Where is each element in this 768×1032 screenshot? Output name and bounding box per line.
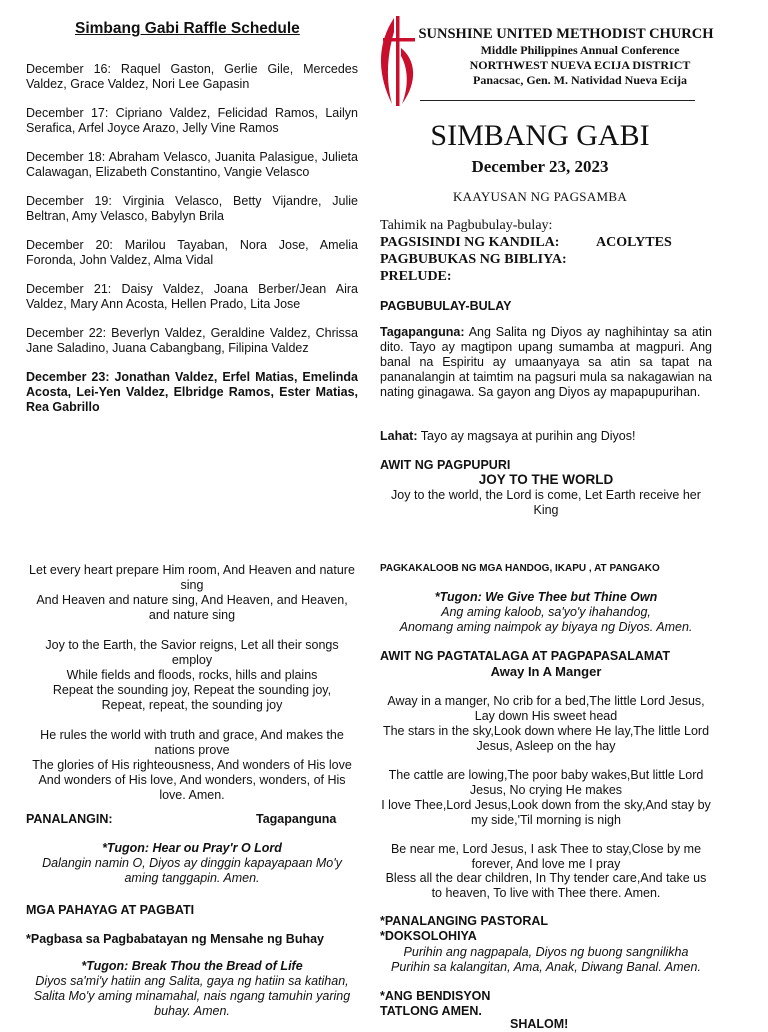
prayer-label: PANALANGIN: bbox=[26, 812, 113, 826]
pastoral-prayer-heading: *PANALANGING PASTORAL bbox=[380, 914, 549, 928]
response3-title: *Tugon: We Give Thee but Thine Own bbox=[434, 590, 658, 604]
all-text: Tayo ay magsaya at purihin ang Diyos! bbox=[420, 429, 636, 443]
service-title: SIMBANG GABI bbox=[430, 119, 650, 152]
conference-name: Middle Philippines Annual Conference bbox=[480, 43, 680, 57]
hymn1-verse-block bbox=[26, 563, 358, 803]
hymn1-line: Joy to the Earth, the Savior reigns, Let all their songs employ bbox=[45, 638, 339, 667]
bible-opening-label: PAGBUBUKAS NG BIBLIYA: bbox=[380, 252, 567, 267]
doxology-heading: *DOKSOLOHIYA bbox=[380, 929, 477, 943]
shalom-closing: SHALOM! bbox=[510, 1017, 569, 1031]
raffle-entry-dec18: December 18: Abraham Velasco, Juanita Palasigue, Julieta Calawagan, Elizabeth Constantino, Vangie Velasco bbox=[26, 150, 358, 179]
hymn2-verse3b: Bless all the dear children, In Thy tender care,And take us to heaven, To live with Thee there. Amen. bbox=[385, 871, 707, 900]
prayer-leader: Tagapanguna bbox=[256, 812, 337, 826]
raffle-entry-dec17: December 17: Cipriano Valdez, Felicidad Ramos, Lailyn Serafica, Arfel Joyce Arazo, Jelly Vine Ramos bbox=[26, 106, 358, 135]
leader-label: Tagapanguna: bbox=[380, 325, 465, 339]
church-name: SUNSHINE UNITED METHODIST CHURCH bbox=[418, 26, 714, 42]
district-name: NORTHWEST NUEVA ECIJA DISTRICT bbox=[469, 58, 691, 72]
response1-text: Dalangin namin O, Diyos ay dinggin kapayapaan Mo'y aming tanggapin. Amen. bbox=[42, 856, 342, 885]
doxology-line2: Purihin sa kalangitan, Ama, Anak, Diwang Banal. Amen. bbox=[391, 960, 701, 974]
response2-text: Diyos sa'mi'y hatiin ang Salita, gaya ng hatiin sa katihan, Salita Mo'y aming minamahal, nais ngang tamuhin yaring buhay. Amen. bbox=[33, 974, 351, 1018]
leader-call bbox=[380, 325, 712, 400]
hymn1-line: Let every heart prepare Him room, And Heaven and nature sing bbox=[29, 563, 355, 592]
hymn2-verse1b: The stars in the sky,Look down where He lay,The little Lord Jesus, Asleep on the hay bbox=[382, 724, 710, 753]
hymn2-verse2b: I love Thee,Lord Jesus,Look down from the sky,And stay by my side,'Til morning is nigh bbox=[381, 798, 711, 827]
reading-heading: *Pagbasa sa Pagbabatayan ng Mensahe ng Buhay bbox=[26, 932, 325, 946]
all-label: Lahat: bbox=[380, 429, 418, 443]
praise-heading: AWIT NG PAGPUPURI bbox=[380, 458, 511, 472]
raffle-title: Simbang Gabi Raffle Schedule bbox=[75, 20, 300, 37]
candle-lighting-label: PAGSISINDI NG KANDILA: bbox=[380, 235, 560, 250]
hymn2-title: Away In A Manger bbox=[490, 664, 602, 679]
meditation-heading: PAGBUBULAY-BULAY bbox=[380, 299, 512, 313]
quiet-meditation: Tahimik na Pagbubulay-bulay: bbox=[380, 218, 553, 233]
all-response bbox=[380, 429, 712, 444]
response3-line1: Ang aming kaloob, sa'yo'y ihahandog, bbox=[441, 605, 651, 619]
hymn1-line: Repeat the sounding joy, Repeat the sounding joy, bbox=[52, 683, 332, 697]
offering-heading: PAGKAKALOOB NG MGA HANDOG, IKAPU , AT PANGAKO bbox=[380, 563, 660, 574]
response3-line2: Anomang aming naimpok ay biyaya ng Diyos. Amen. bbox=[399, 620, 693, 634]
raffle-entry-dec19: December 19: Virginia Velasco, Betty Vijandre, Julie Beltran, Amy Velasco, Babylyn Brila bbox=[26, 194, 358, 223]
hymn1-title: JOY TO THE WORLD bbox=[478, 472, 614, 487]
cross-and-flame-icon bbox=[376, 12, 420, 108]
three-amen-heading: TATLONG AMEN. bbox=[380, 1004, 482, 1018]
response2-title: *Tugon: Break Thou the Bread of Life bbox=[81, 959, 303, 973]
raffle-entry-dec22: December 22: Beverlyn Valdez, Geraldine Valdez, Chrissa Jane Saladino, Juana Cabangbang, Filipina Valdez bbox=[26, 326, 358, 355]
leader-text: Ang Salita ng Diyos ay naghihintay sa atin dito. Tayo ay magtipon upang sumamba at magpuri. Ang banal na Espiritu ay umaanyaya sa atin sa tapat na pananalangin at taimtim na pagsuri mula sa nakagawian na nating ginagawa. Sa gayon ang Diyos ay mapapupurihan. bbox=[380, 325, 712, 399]
benediction-heading: *ANG BENDISYON bbox=[380, 989, 491, 1003]
announcements-heading: MGA PAHAYAG AT PAGBATI bbox=[26, 903, 195, 917]
hymn1-first-line: Joy to the world, the Lord is come, Let Earth receive her King bbox=[391, 488, 701, 517]
hymn2-verse3a: Be near me, Lord Jesus, I ask Thee to stay,Close by me forever, And love me I pray bbox=[390, 842, 702, 871]
raffle-entry-dec16: December 16: Raquel Gaston, Gerlie Gile, Mercedes Valdez, Grace Valdez, Nori Lee Gapasin bbox=[26, 62, 358, 91]
hymn1-line: The glories of His righteousness, And wonders of His love bbox=[32, 758, 352, 772]
service-date: December 23, 2023 bbox=[471, 157, 609, 176]
church-address: Panacsac, Gen. M. Natividad Nueva Ecija bbox=[473, 73, 687, 87]
raffle-entry-dec23: December 23: Jonathan Valdez, Erfel Matias, Emelinda Acosta, Lei-Yen Valdez, Elbridge Ramos, Ester Matias, Rea Gabrillo bbox=[26, 370, 358, 414]
hymn1-line: Repeat, repeat, the sounding joy bbox=[101, 698, 283, 712]
hymn2-verse2a: The cattle are lowing,The poor baby wakes,But little Lord Jesus, No crying He makes bbox=[388, 768, 704, 797]
doxology-line1: Purihin ang nagpapala, Diyos ng buong sangnilikha bbox=[403, 945, 689, 959]
order-of-worship-title: KAAYUSAN NG PAGSAMBA bbox=[452, 189, 628, 204]
raffle-entry-dec20: December 20: Marilou Tayaban, Nora Jose, Amelia Foronda, John Valdez, Alma Vidal bbox=[26, 238, 358, 267]
hymn1-line: And Heaven and nature sing, And Heaven, and Heaven, and nature sing bbox=[36, 593, 348, 622]
candle-lighting-by: ACOLYTES bbox=[596, 235, 672, 250]
dedication-heading: AWIT NG PAGTATALAGA AT PAGPAPASALAMAT bbox=[380, 649, 671, 663]
hymn1-line: And wonders of His love, And wonders, wonders, of His love. Amen. bbox=[38, 773, 346, 802]
hymn2-verse1a: Away in a manger, No crib for a bed,The little Lord Jesus, Lay down His sweet head bbox=[387, 694, 705, 723]
hymn1-line: While fields and floods, rocks, hills and plains bbox=[66, 668, 318, 682]
prelude-label: PRELUDE: bbox=[380, 269, 452, 284]
response1-title: *Tugon: Hear ou Pray'r O Lord bbox=[102, 841, 282, 855]
header-divider bbox=[420, 100, 695, 101]
raffle-entry-dec21: December 21: Daisy Valdez, Joana Berber/Jean Aira Valdez, Mary Ann Acosta, Hellen Prado, Lita Jose bbox=[26, 282, 359, 311]
hymn1-line: He rules the world with truth and grace, And makes the nations prove bbox=[40, 728, 344, 757]
